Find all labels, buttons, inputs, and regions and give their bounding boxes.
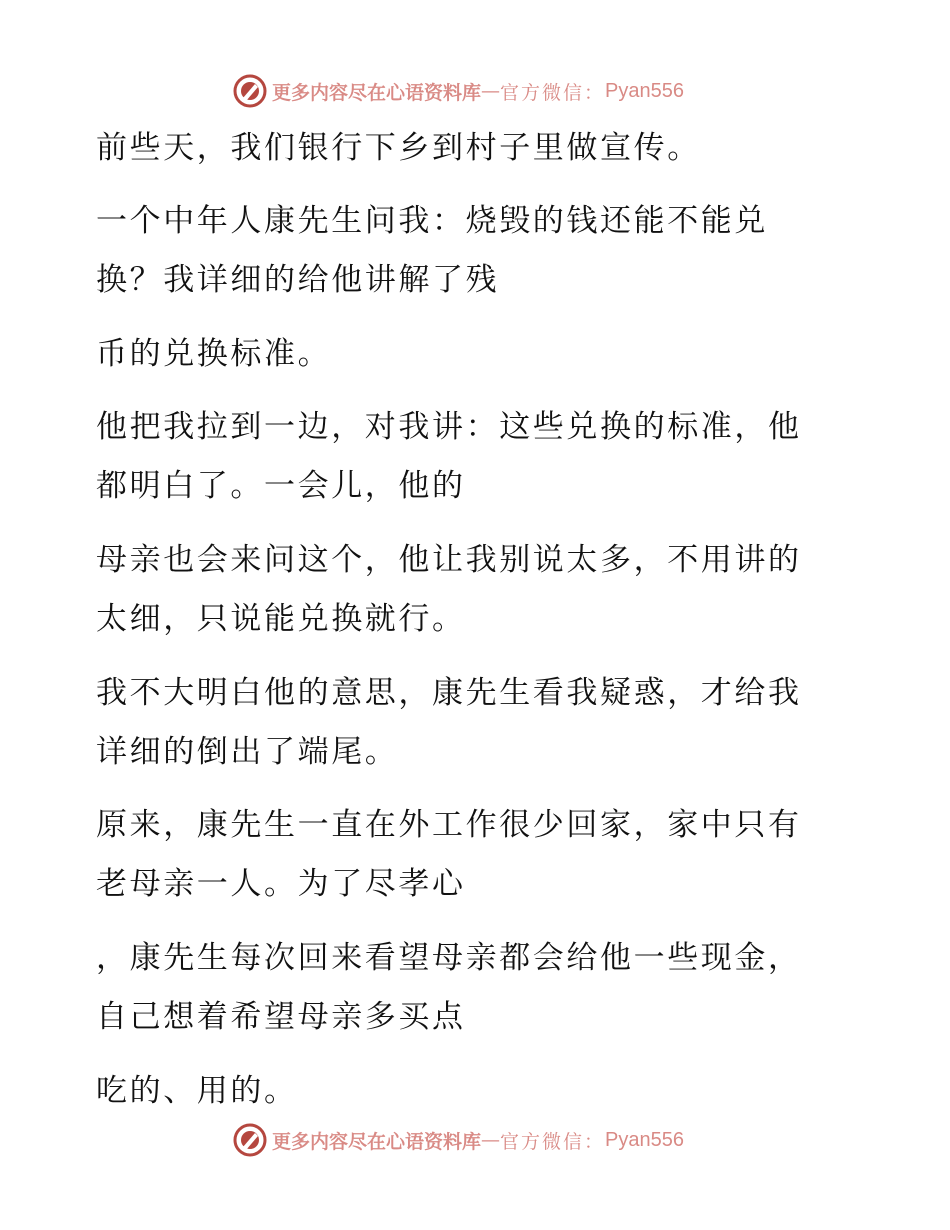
body-line: 换？我详细的给他讲解了残 <box>96 262 500 298</box>
footer-wechat-label: 官方微信： <box>500 1130 606 1153</box>
body-line: 我不大明白他的意思，康先生看我疑惑，才给我 <box>96 675 802 711</box>
body-line: 都明白了。一会儿，他的 <box>96 468 466 504</box>
header-wechat-label: 官方微信： <box>500 81 606 104</box>
body-line: 他把我拉到一边，对我讲：这些兑换的标准，他 <box>96 409 802 445</box>
header-banner-text: 更多内容尽在心语资料库 <box>272 81 482 104</box>
body-line: ，康先生每次回来看望母亲都会给他一些现金， <box>96 940 802 976</box>
body-line: 老母亲一人。为了尽孝心 <box>96 866 466 902</box>
pen-nib-logo-icon <box>233 1123 267 1157</box>
footer-banner-text: 更多内容尽在心语资料库 <box>272 1130 482 1153</box>
body-line: 太细，只说能兑换就行。 <box>96 601 466 637</box>
pen-nib-logo-icon <box>233 74 267 108</box>
body-line: 母亲也会来问这个，他让我别说太多，不用讲的 <box>96 542 802 578</box>
footer-banner <box>233 1120 684 1160</box>
header-banner-separator: — <box>481 80 501 102</box>
body-line: 币的兑换标准。 <box>96 336 332 372</box>
body-line: 吃的、用的。 <box>96 1073 298 1109</box>
header-wechat-id: Pyan556 <box>605 79 684 102</box>
footer-banner-separator: — <box>481 1129 501 1151</box>
body-line: 自己想着希望母亲多买点 <box>96 999 466 1035</box>
body-line: 详细的倒出了端尾。 <box>96 734 399 770</box>
body-line: 前些天，我们银行下乡到村子里做宣传。 <box>96 130 701 166</box>
header-banner <box>233 71 684 111</box>
footer-wechat-id: Pyan556 <box>605 1128 684 1151</box>
body-line: 一个中年人康先生问我：烧毁的钱还能不能兑 <box>96 203 768 239</box>
body-line: 原来，康先生一直在外工作很少回家，家中只有 <box>96 807 802 843</box>
